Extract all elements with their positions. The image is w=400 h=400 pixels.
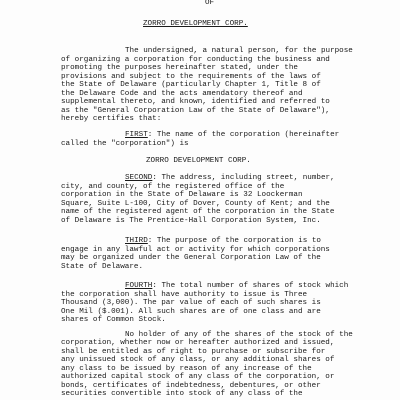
holder-paragraph-line: bonds, certificates of indebtedness, debentures, or other [61, 381, 321, 390]
preamble-line: The undersigned, a natural person, for the purpose [125, 47, 353, 55]
third-article-line: engage in any lawful act or activity for which corporations [61, 245, 330, 254]
preamble-line: the Delaware Code and the acts amendatory thereof and [61, 89, 303, 98]
holder-paragraph-line: securities convertible into stock of any class of the [61, 390, 303, 398]
first-article-line: called the "corporation") is [61, 139, 189, 148]
fourth-article-line: shares of Common Stock. [61, 316, 166, 324]
holder-paragraph-line: No holder of any of the shares of the stock of the [125, 330, 353, 339]
fourth-article-line: One Mil ($.001). All such shares are of one class and are [61, 307, 321, 316]
second-article-line: name of the registered agent of the corporation in the State [61, 208, 335, 216]
holder-paragraph-line: corporation, whether now or hereafter authorized and issued, [61, 339, 335, 347]
first-corp-name: ZORRO DEVELOPMENT CORP. [146, 156, 251, 165]
third-article-line: may be organized under the General Corporation Law of the [61, 254, 321, 262]
preamble-line: supplemental thereto, and known, identified and referred to [61, 98, 330, 106]
preamble-line: provisions and subject to the requirements of the laws of [61, 72, 321, 81]
fourth-article-line: FOURTH: The total number of shares of stock which [125, 282, 349, 290]
second-article-line: of Delaware is The Prentice-Hall Corporation System, Inc. [61, 216, 321, 225]
first-label: FIRST [125, 131, 148, 139]
fourth-article-line: Thousand (3,000). The par value of each of such shares is [61, 299, 321, 307]
fourth-article-line: the corporation shall have authority to issue is Three [61, 290, 308, 299]
second-article-line: SECOND: The address, including street, number, [125, 174, 335, 182]
third-article-line: THIRD: The purpose of the corporation is to [125, 237, 321, 245]
fourth-label: FOURTH [125, 282, 153, 290]
holder-paragraph-line: any unissued stock of any class, or any additional shares of [61, 356, 335, 364]
holder-paragraph-line: authorized capital stock of any class of the corporation, or [61, 373, 335, 381]
third-article-line: State of Delaware. [61, 262, 144, 271]
second-article-line: Square, Suite L-100, City of Dover, County of Kent; and the [61, 199, 330, 208]
preamble-line: the State of Delaware (particularly Chapter 1, Title 8 of [61, 81, 321, 89]
preamble-line: of organizing a corporation for conducting the business and [61, 55, 330, 64]
second-label: SECOND [125, 174, 153, 182]
second-article-line: corporation in the State of Delaware is 32 Loockerman [61, 191, 303, 199]
preamble-line: promoting the purposes hereinafter stated, under the [61, 64, 298, 72]
header-word: OF [205, 0, 215, 7]
holder-paragraph-line: shall be entitled as of right to purchase or subscribe for [61, 347, 326, 356]
holder-paragraph-line: any class to be issued by reason of any increase of the [61, 364, 312, 373]
first-article-line: FIRST: The name of the corporation (hereinafter [125, 131, 340, 139]
third-label: THIRD [125, 237, 148, 245]
second-article-line: city, and county, of the registered office of the [61, 182, 285, 191]
preamble-line: as the "General Corporation Law of the State of Delaware"), [61, 106, 330, 115]
company-heading: ZORRO DEVELOPMENT CORP. [143, 20, 248, 28]
preamble-line: hereby certifies that: [61, 115, 162, 123]
